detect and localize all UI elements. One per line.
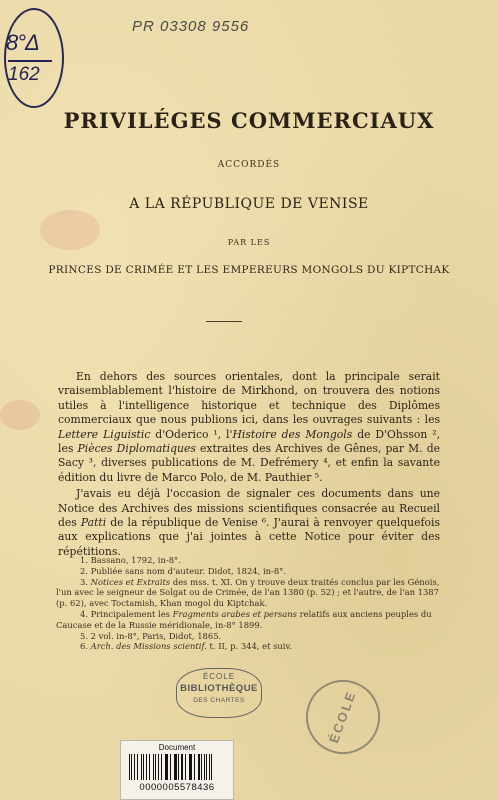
p2-text-a: J'avais eu déjà l'occasion de signaler ces documents dans une Notice des Archives des missions scientifiques consacrée au Recueil des — [58, 487, 440, 530]
shelfmark-bottom: 162 — [8, 64, 40, 85]
p2-text-b: de la république de Venise ⁶. J'aurai à renvoyer quelquefois aux explications que j'ai jointes à cette Notice pour éviter des répétitions. — [58, 516, 440, 558]
paragraph-2 — [58, 487, 440, 559]
p1-text-d: extraites des Archives de Gênes, par M. de Sacy ³, diverses publications de M. Defrémery ⁴, et enfin la savante édition du livre de Marco Polo, de M. Pauthier ⁵. — [58, 442, 440, 484]
shelfmark-rule — [8, 60, 52, 62]
p1-text-a: En dehors des sources orientales, dont la principale serait vraisemblablement l'histoire de Mirkhond, on trouvera des notions utiles à l'intelligence historique et technique des Diplômes commerciaux que nous publions ici, dans les ouvrages suivants : les — [58, 370, 440, 427]
p1-italic-1: Lettere Liguistic — [58, 427, 151, 441]
paragraph-1 — [58, 370, 440, 485]
footnote-1: 1. Bassano, 1792, in-8°. — [80, 555, 181, 565]
stamp-top: ÉCOLE — [202, 672, 236, 681]
shelfmark-top: 8°Δ — [6, 30, 39, 55]
footnote-6-text: t. II, p. 344, et suiv. — [206, 641, 292, 652]
footnote-4-num: 4. Principalement les — [80, 608, 173, 619]
stamp-bottom: DES CHARTES — [193, 697, 245, 704]
body-text — [58, 370, 440, 561]
footnote-6-num: 6. — [80, 641, 91, 652]
document-title: PRIVILÉGES COMMERCIAUX — [63, 108, 435, 133]
footnote-6 — [56, 641, 440, 652]
document-subtitle: A LA RÉPUBLIQUE DE VENISE — [129, 196, 369, 212]
footnote-5: 5. 2 vol. in-8°, Paris, Didot, 1865. — [80, 630, 222, 641]
p1-text-b: d'Oderico ¹, l' — [150, 427, 233, 441]
p1-italic-2: Histoire des Mongols — [232, 427, 353, 441]
footnote-4-text: relatifs aux anciens peuples du Caucase et de la Russie méridionale, in-8° 1899. — [56, 608, 432, 630]
footnotes — [56, 555, 440, 652]
p2-italic-1: Patti — [80, 516, 107, 530]
footnote-3-italic: Notices et Extraits — [90, 576, 171, 587]
par-les-label: PAR LES — [227, 238, 271, 247]
shelfmark-circle — [4, 8, 64, 108]
footnote-3-text: des mss. t. XI. On y trouve deux traités conclus par les Génois, l'un avec le seigneur de Solgat ou de Crimée, de l'an 1380 (p. 52) ; et l'autre, de l'an 1387 (p. 62), avec Toctamish, Khan mogol du Kiptchak. — [56, 576, 440, 609]
pencil-reference: PR 03308 9556 — [132, 18, 250, 35]
footnote-6-italic: Arch. des Missions scientif. — [90, 641, 207, 652]
barcode-icon — [129, 754, 225, 780]
footnote-2: 2. Publiée sans nom d'auteur. Didot, 1824, in-8°. — [80, 565, 287, 576]
library-stamp — [176, 668, 262, 718]
stain — [0, 400, 40, 430]
p1-italic-3: Pièces Diplomatiques — [77, 442, 196, 456]
barcode-number: 0000005578436 — [139, 782, 215, 793]
footnote-4 — [56, 609, 440, 631]
barcode-title: Document — [158, 743, 196, 752]
divider-rule — [206, 321, 242, 322]
document-subtitle-line: PRINCES DE CRIMÉE ET LES EMPEREURS MONGOLS DU KIPTCHAK — [48, 264, 450, 276]
footnote-3-num: 3. — [80, 576, 91, 587]
accordes-label: ACCORDÉS — [217, 160, 281, 170]
round-seal: ÉCOLE — [296, 670, 391, 765]
footnote-4-italic: Fragments arabes et persans — [172, 608, 297, 619]
footnote-3 — [56, 577, 440, 609]
stamp-middle: BIBLIOTHÈQUE — [180, 683, 258, 694]
p1-text-c: de D'Ohsson ², les — [58, 427, 441, 456]
barcode-label — [120, 740, 234, 800]
